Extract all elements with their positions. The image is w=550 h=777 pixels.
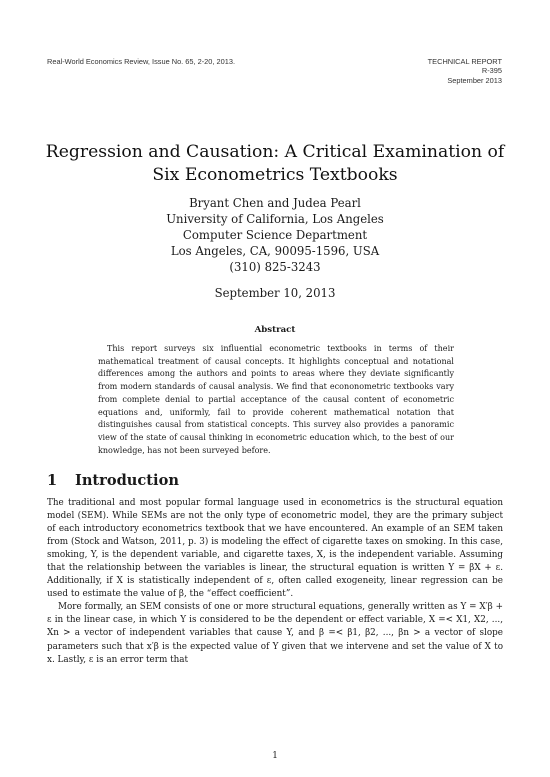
journal-citation: Real-World Economics Review, Issue No. 65, 2-20, 2013.: [47, 57, 236, 66]
abstract-heading: Abstract: [254, 325, 296, 335]
title-line-1: Regression and Causation: A Critical Examination of: [45, 142, 505, 162]
author-block: [40, 195, 510, 275]
author-address: Los Angeles, CA, 90095-1596, USA: [170, 244, 380, 258]
report-number: R-395: [481, 66, 502, 76]
section-title: Introduction: [75, 472, 179, 489]
section-number: 1: [47, 472, 58, 489]
body-text: [47, 497, 503, 667]
page-number: 1: [272, 751, 278, 761]
author-department: Computer Science Department: [182, 228, 368, 242]
report-type: TECHNICAL REPORT: [427, 57, 502, 66]
author-affiliation: University of California, Los Angeles: [166, 212, 384, 226]
report-info: [428, 57, 502, 85]
title-line-2: Six Econometrics Textbooks: [152, 164, 398, 185]
body-paragraph-2: More formally, an SEM consists of one or more structural equations, generally written as Y = X′β + ε in the linear case, in which Y is considered to be the dependent or effect variable, X =< X1, X2, ..., Xn > a vector of independent variables that cause Y, and β =< β1, β2, ..., βn > a vector of slope parameters such that x′β is the expected value of Y given that we intervene and set the value of X to x. Lastly, ε is an error term that: [47, 602, 503, 665]
author-phone: (310) 825-3243: [229, 260, 321, 274]
paper-title: [40, 141, 510, 186]
author-names: Bryant Chen and Judea Pearl: [189, 196, 361, 210]
body-paragraph-1: The traditional and most popular formal language used in econometrics is the structural equation model (SEM). While SEMs are not the only type of econometric model, they are the primary subject of each introductory econometrics textbook that we have encountered. An example of an SEM taken from (Stock and Watson, 2011, p. 3) is modeling the effect of cigarette taxes on smoking. In this case, smoking, Y, is the dependent variable, and cigarette taxes, X, is the independent variable. Assuming that the relationship between the variables is linear, the structural equation is written Y = βX + ε. Additionally, if X is statistically independent of ε, often called exogeneity, linear regression can be used to estimate the value of β, the “effect coefficient”.: [47, 498, 503, 600]
abstract-text: This report surveys six influential econometric textbooks in terms of their mathematical treatment of causal concepts. It highlights conceptual and notational differences among the authors and points to areas where they deviate significantly from modern standards of causal analysis. We find that econonometric textbooks vary from complete denial to partial acceptance of the causal content of econometric equations and, uniformly, fail to provide coherent mathematical notation that distinguishes causal from statistical concepts. This survey also provides a panoramic view of the state of causal thinking in econometric education which, to the best of our knowledge, has not been surveyed before.: [98, 344, 454, 455]
section-heading: [47, 472, 179, 489]
paper-date: September 10, 2013: [214, 286, 336, 300]
report-date: September 2013: [447, 75, 502, 85]
